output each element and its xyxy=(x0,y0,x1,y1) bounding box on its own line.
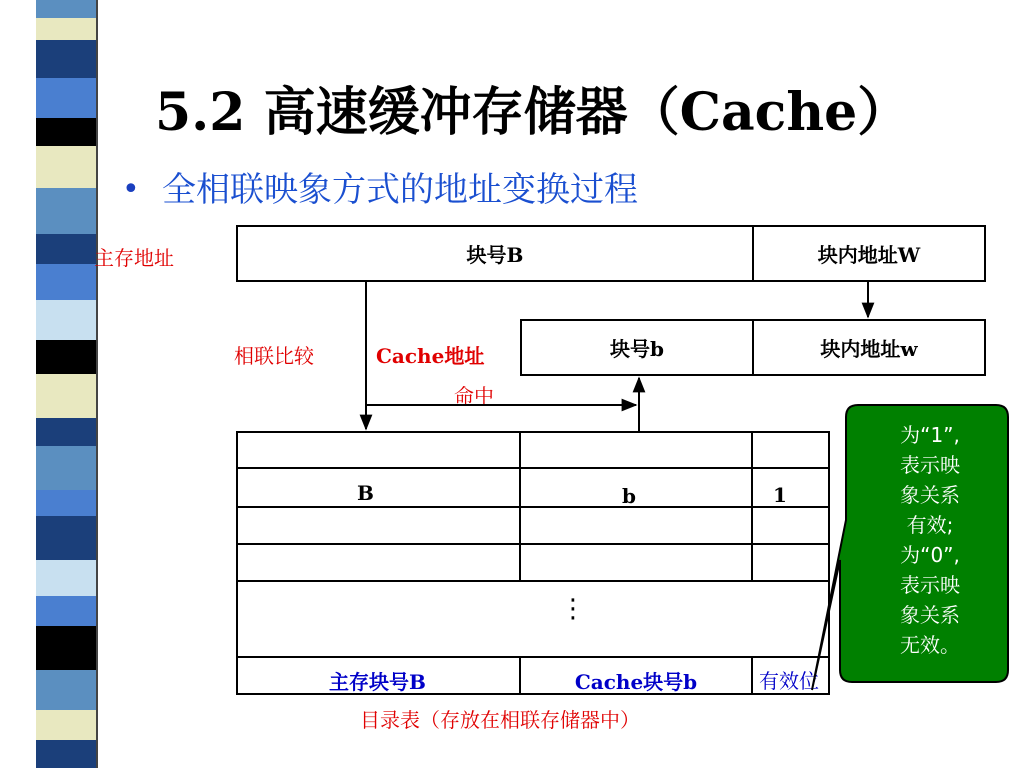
main-in-block-address-cell: 块内地址W xyxy=(752,225,986,282)
slide-title: 5.2 高速缓冲存储器（Cache） xyxy=(155,82,910,143)
note-line: 有效; xyxy=(906,513,954,537)
directory-caption: 目录表（存放在相联存储器中） xyxy=(360,708,640,732)
note-line: 象关系 xyxy=(900,483,960,507)
bullet-text: 全相联映象方式的地址变换过程 xyxy=(162,170,638,210)
directory-ellipsis: ⋮ xyxy=(560,594,586,624)
footer-cache-block-number: Cache块号b xyxy=(574,670,698,694)
cache-in-block-address-cell: 块内地址w xyxy=(752,319,986,376)
note-line: 表示映 xyxy=(900,453,960,477)
directory-entry-main-block: B xyxy=(357,481,374,505)
hit-label: 命中 xyxy=(454,384,494,408)
associative-compare-label: 相联比较 xyxy=(234,344,314,368)
cache-address-label: Cache地址 xyxy=(376,344,485,368)
note-line: 为“1”, xyxy=(900,423,960,447)
directory-entry-valid-bit: 1 xyxy=(773,483,787,507)
footer-valid-bit: 有效位 xyxy=(759,669,819,693)
main-address-label: 主存地址 xyxy=(94,246,174,270)
note-text xyxy=(868,420,992,660)
directory-entry-cache-block: b xyxy=(622,484,636,508)
note-line: 为“0”, xyxy=(900,543,960,567)
main-block-number-cell: 块号B xyxy=(236,225,754,282)
footer-main-block-number: 主存块号B xyxy=(329,670,426,694)
note-line: 象关系 xyxy=(900,603,960,627)
cache-block-number-cell: 块号b xyxy=(520,319,754,376)
bullet-dot: • xyxy=(122,172,140,207)
note-line: 无效。 xyxy=(900,633,960,657)
note-line: 表示映 xyxy=(900,573,960,597)
